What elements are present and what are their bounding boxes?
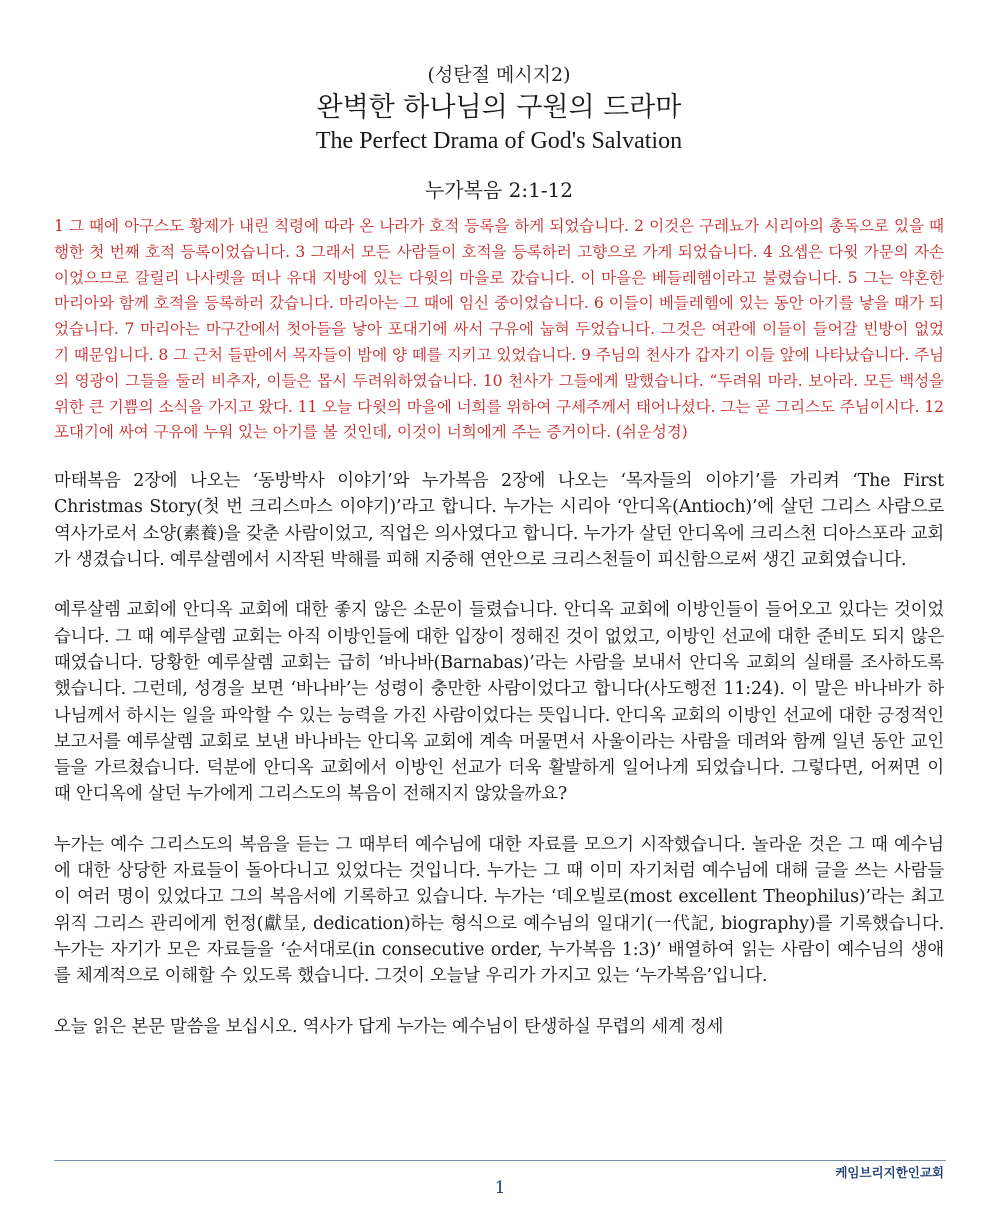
- body-paragraph-3: 누가는 예수 그리스도의 복음을 듣는 그 때부터 예수님에 대한 자료를 모으기 시작했습니다. 놀라운 것은 그 때 예수님에 대한 상당한 자료들이 돌아다니고 있었다는 것입니다. 누가는 그 때 이미 자기처럼 예수님에 대해 글을 쓰는 사람들이 여러 명이 있었다고 그의 복음서에 기록하고 있습니다. 누가는 ‘데오빌로(most excellent Theophilus)’라는 최고위직 그리스 관리에게 헌정(獻呈, dedication)하는 형식으로 예수님의 일대기(一代記, biography)를 기록했습니다. 누가는 자기가 모은 자료들을 ‘순서대로(in consecutive order, 누가복음 1:3)’ 배열하여 읽는 사람이 예수님의 생애를 체계적으로 이해할 수 있도록 했습니다. 그것이 오늘날 우리가 가지고 있는 ‘누가복음’입니다.: [54, 834, 944, 987]
- page-number: 1: [494, 1178, 506, 1198]
- series-label: (성탄절 메시지2): [427, 64, 571, 86]
- church-name: 케임브리지한인교회: [835, 1165, 944, 1180]
- body-paragraph-1: 마태복음 2장에 나오는 ‘동방박사 이야기’와 누가복음 2장에 나오는 ‘목자들의 이야기’를 가리켜 ‘The First Christmas Story(첫 번 크리스마스 이야기)’라고 합니다. 누가는 시리아 ‘안디옥(Antioch)’에 살던 그리스 사람으로 역사가로서 소양(素養)을 갖춘 사람이었고, 직업은 의사였다고 합니다. 누가가 살던 안디옥에 크리스천 디아스포라 교회가 생겼습니다. 예루살렘에서 시작된 박해를 피해 지중해 연안으로 크리스천들이 피신함으로써 생긴 교회였습니다.: [54, 471, 944, 571]
- scripture-passage: 1 그 때에 아구스도 황제가 내린 칙령에 따라 온 나라가 호적 등록을 하게 되었습니다. 2 이것은 구레뇨가 시리아의 총독으로 있을 때 행한 첫 번째 호적 등록이었습니다. 3 그래서 모든 사람들이 호적을 등록하러 고향으로 가게 되었습니다. 4 요셉은 다윗 가문의 자손이었으므로 갈릴리 나사렛을 떠나 유대 지방에 있는 다윗의 마을로 갔습니다. 이 마을은 베들레헴이라고 불렸습니다. 5 그는 약혼한 마리아와 함께 호적을 등록하러 갔습니다. 마리아는 그 때에 임신 중이었습니다. 6 이들이 베들레헴에 있는 동안 아기를 낳을 때가 되었습니다. 7 마리아는 마구간에서 첫아들을 낳아 포대기에 싸서 구유에 눕혀 두었습니다. 그것은 여관에 이들이 들어갈 빈방이 없었기 때문입니다. 8 그 근처 들판에서 목자들이 밤에 양 떼를 지키고 있었습니다. 9 주님의 천사가 갑자기 이들 앞에 나타났습니다. 주님의 영광이 그들을 둘러 비추자, 이들은 몹시 두려워하였습니다. 10 천사가 그들에게 말했습니다. “두려워 마라. 보아라. 모든 백성을 위한 큰 기쁨의 소식을 가지고 왔다. 11 오늘 다윗의 마을에 너희를 위하여 구세주께서 태어나셨다. 그는 곧 그리스도 주님이시다. 12 포대기에 싸여 구유에 누워 있는 아기를 볼 것인데, 이것이 너희에게 주는 증거이다. (쉬운성경): [54, 217, 944, 442]
- scripture-reference: 누가복음 2:1-12: [424, 178, 574, 202]
- footer-divider: [54, 1160, 946, 1161]
- sermon-title-korean: 완벽한 하나님의 구원의 드라마: [316, 92, 682, 123]
- body-paragraph-2: 예루살렘 교회에 안디옥 교회에 대한 좋지 않은 소문이 들렸습니다. 안디옥 교회에 이방인들이 들어오고 있다는 것이었습니다. 그 때 예루살렘 교회는 아직 이방인들에 대한 입장이 정해진 것이 없었고, 이방인 선교에 대한 준비도 되지 않은 때였습니다. 당황한 예루살렘 교회는 급히 ‘바나바(Barnabas)’라는 사람을 보내서 안디옥 교회의 실태를 조사하도록 했습니다. 그런데, 성경을 보면 ‘바나바’는 성령이 충만한 사람이었다고 합니다(사도행전 11:24). 이 말은 바나바가 하나님께서 하시는 일을 파악할 수 있는 능력을 가진 사람이었다는 뜻입니다. 안디옥 교회의 이방인 선교에 대한 긍정적인 보고서를 예루살렘 교회로 보낸 바나바는 안디옥 교회에 계속 머물면서 사울이라는 사람을 데려와 함께 일년 동안 교인들을 가르쳤습니다. 덕분에 안디옥 교회에서 이방인 선교가 더욱 활발하게 일어나게 되었습니다. 그렇다면, 어쩌면 이 때 안디옥에 살던 누가에게 그리스도의 복음이 전해지지 않았을까요?: [54, 600, 944, 805]
- sermon-header: [54, 62, 944, 204]
- document-page: [54, 62, 944, 1040]
- body-paragraph-4: 오늘 읽은 본문 말씀을 보십시오. 역사가 답게 누가는 예수님이 탄생하실 무렵의 세계 정세: [54, 1016, 724, 1037]
- sermon-title-english: The Perfect Drama of God's Salvation: [315, 128, 683, 154]
